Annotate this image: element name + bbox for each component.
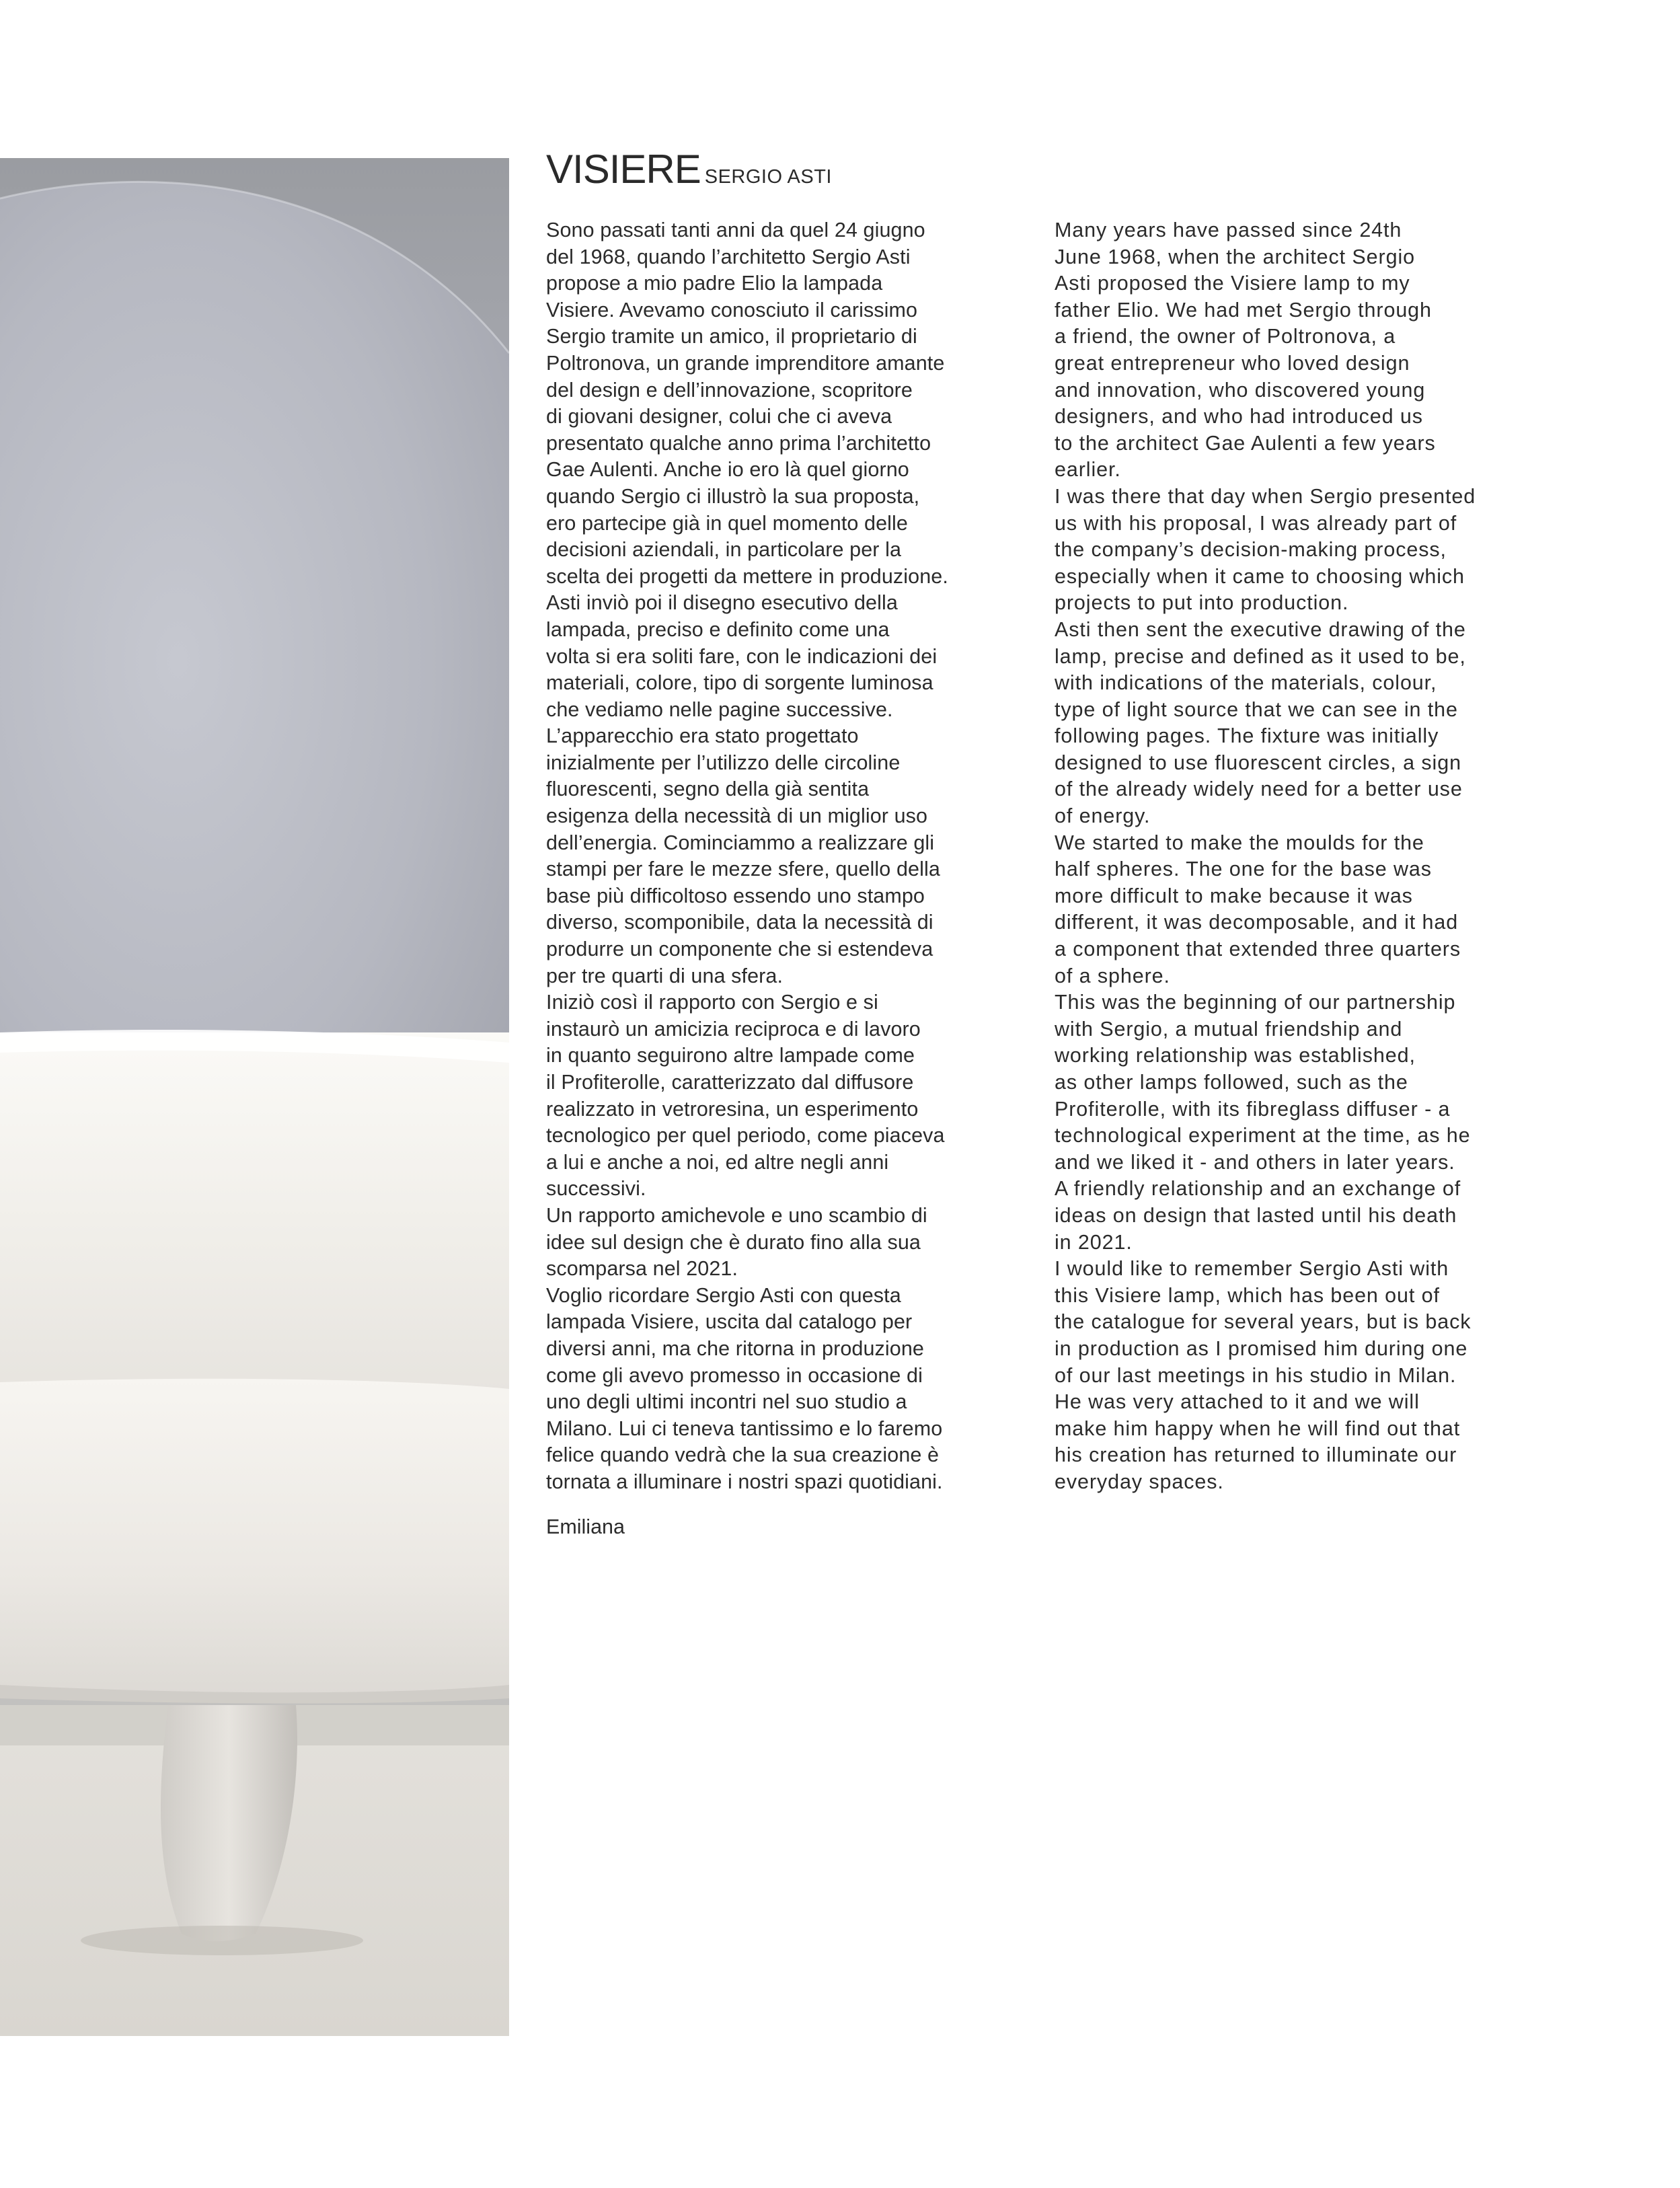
text-line: materiali, colore, tipo di sorgente luminosa <box>546 671 933 695</box>
text-line: make him happy when he will find out that <box>1055 1417 1461 1440</box>
text-line: We started to make the moulds for the <box>1055 831 1424 854</box>
text-line: stampi per fare le mezze sfere, quello della <box>546 858 940 881</box>
text-line: decisioni aziendali, in particolare per la <box>546 538 902 562</box>
text-line: in 2021. <box>1055 1230 1133 1254</box>
text-line: felice quando vedrà che la sua creazione è <box>546 1443 940 1467</box>
text-line: especially when it came to choosing which <box>1055 564 1465 588</box>
text-line: type of light source that we can see in the <box>1055 697 1458 721</box>
text-line: Profiterolle, with its fibreglass diffuser - a <box>1055 1097 1451 1121</box>
text-line: del 1968, quando l’architetto Sergio Asti <box>546 245 911 268</box>
text-line: projects to put into production. <box>1055 591 1349 615</box>
text-line: Sergio tramite un amico, il proprietario di <box>546 325 917 348</box>
text-line: father Elio. We had met Sergio through <box>1055 298 1432 322</box>
designer-name: SERGIO ASTI <box>704 166 832 188</box>
text-line: instaurò un amicizia reciproca e di lavoro <box>546 1017 921 1041</box>
text-line: dell’energia. Cominciammo a realizzare gli <box>546 831 935 854</box>
text-line: presentato qualche anno prima l’architetto <box>546 431 931 455</box>
text-line: quando Sergio ci illustrò la sua proposta, <box>546 484 920 508</box>
text-line: with Sergio, a mutual friendship and <box>1055 1017 1403 1041</box>
text-line: the catalogue for several years, but is back <box>1055 1310 1472 1334</box>
text-line: his creation has returned to illuminate our <box>1055 1443 1457 1467</box>
page-heading <box>546 149 832 190</box>
text-line: Sono passati tanti anni da quel 24 giugno <box>546 219 925 241</box>
text-line: great entrepreneur who loved design <box>1055 351 1410 375</box>
text-line: tornata a illuminare i nostri spazi quotidiani. <box>546 1470 943 1493</box>
text-line: Un rapporto amichevole e uno scambio di <box>546 1203 927 1227</box>
text-line: Iniziò così il rapporto con Sergio e si <box>546 991 878 1014</box>
text-line: everyday spaces. <box>1055 1470 1224 1493</box>
text-line: ideas on design that lasted until his death <box>1055 1203 1457 1227</box>
text-line: of energy. <box>1055 804 1151 828</box>
text-line: inizialmente per l’utilizzo delle circoline <box>546 751 901 774</box>
text-line: designed to use fluorescent circles, a sign <box>1055 751 1461 774</box>
text-line: a component that extended three quarters <box>1055 938 1461 961</box>
text-line: lampada Visiere, uscita dal catalogo per <box>546 1310 913 1334</box>
text-line: of a sphere. <box>1055 964 1170 987</box>
text-line: Poltronova, un grande imprenditore amante <box>546 351 945 375</box>
text-line: as other lamps followed, such as the <box>1055 1071 1408 1094</box>
text-line: Asti inviò poi il disegno esecutivo della <box>546 591 898 615</box>
italian-text-column <box>546 217 1030 1496</box>
text-line: to the architect Gae Aulenti a few years <box>1055 431 1436 455</box>
text-line: and innovation, who discovered young <box>1055 378 1426 402</box>
text-line: lamp, precise and defined as it used to be, <box>1055 644 1466 668</box>
product-title: VISIERE <box>546 147 701 192</box>
text-line: produrre un componente che si estendeva <box>546 938 933 961</box>
text-line: half spheres. The one for the base was <box>1055 858 1432 881</box>
text-line: diversi anni, ma che ritorna in produzione <box>546 1336 924 1360</box>
text-line: Gae Aulenti. Anche io ero là quel giorno <box>546 458 909 482</box>
text-line: idee sul design che è durato fino alla sua <box>546 1230 921 1254</box>
text-line: del design e dell’innovazione, scopritore <box>546 378 913 402</box>
text-line: esigenza della necessità di un miglior uso <box>546 804 928 828</box>
text-line: more difficult to make because it was <box>1055 884 1413 907</box>
lamp-photo-icon <box>0 158 509 2036</box>
text-line: a lui e anche a noi, ed altre negli anni <box>546 1150 889 1174</box>
text-line: come gli avevo promesso in occasione di <box>546 1363 923 1387</box>
text-line: Many years have passed since 24th <box>1055 219 1402 241</box>
text-line: designers, and who had introduced us <box>1055 405 1423 428</box>
text-line: uno degli ultimi incontri nel suo studio a <box>546 1390 907 1414</box>
text-line: with indications of the materials, colour, <box>1055 671 1437 695</box>
text-line: diverso, scomponibile, data la necessità di <box>546 911 933 934</box>
text-line: June 1968, when the architect Sergio <box>1055 245 1415 268</box>
text-line: base più difficoltoso essendo uno stampo <box>546 884 925 907</box>
text-line: di giovani designer, colui che ci aveva <box>546 405 892 428</box>
text-line: Visiere. Avevamo conosciuto il carissimo <box>546 298 918 322</box>
text-line: technological experiment at the time, as he <box>1055 1124 1471 1147</box>
text-line: volta si era soliti fare, con le indicazioni dei <box>546 644 938 668</box>
text-line: Voglio ricordare Sergio Asti con questa <box>546 1283 901 1307</box>
lamp-photo <box>0 158 509 2036</box>
text-line: Asti then sent the executive drawing of the <box>1055 617 1466 641</box>
text-line: in quanto seguirono altre lampade come <box>546 1044 915 1067</box>
text-line: lampada, preciso e definito come una <box>546 617 890 641</box>
text-line: A friendly relationship and an exchange of <box>1055 1177 1461 1201</box>
text-line: il Profiterolle, caratterizzato dal diffusore <box>546 1071 914 1094</box>
text-line: propose a mio padre Elio la lampada <box>546 272 883 295</box>
text-line: scelta dei progetti da mettere in produzione. <box>546 564 948 588</box>
text-line: Milano. Lui ci teneva tantissimo e lo faremo <box>546 1417 943 1440</box>
text-line: I would like to remember Sergio Asti with <box>1055 1257 1449 1281</box>
text-line: I was there that day when Sergio presented <box>1055 484 1476 508</box>
text-line: scomparsa nel 2021. <box>546 1257 738 1281</box>
text-line: earlier. <box>1055 458 1121 482</box>
text-line: che vediamo nelle pagine successive. <box>546 697 893 721</box>
text-line: this Visiere lamp, which has been out of <box>1055 1283 1440 1307</box>
text-line: ero partecipe già in quel momento delle <box>546 511 908 535</box>
text-line: tecnologico per quel periodo, come piaceva <box>546 1124 945 1147</box>
text-line: us with his proposal, I was already part of <box>1055 511 1457 535</box>
text-line: L’apparecchio era stato progettato <box>546 724 859 748</box>
text-line: and we liked it - and others in later years. <box>1055 1150 1455 1174</box>
text-line: in production as I promised him during one <box>1055 1336 1468 1360</box>
text-line: successivi. <box>546 1177 646 1201</box>
text-line: Asti proposed the Visiere lamp to my <box>1055 272 1410 295</box>
text-line: the company’s decision-making process, <box>1055 538 1447 562</box>
text-line: of our last meetings in his studio in Milan. <box>1055 1363 1457 1387</box>
text-line: following pages. The fixture was initially <box>1055 724 1439 748</box>
english-text-column <box>1055 217 1539 1496</box>
text-line: realizzato in vetroresina, un esperimento <box>546 1097 919 1121</box>
text-line: a friend, the owner of Poltronova, a <box>1055 325 1396 348</box>
signature: Emiliana <box>546 1515 625 1538</box>
text-line: per tre quarti di una sfera. <box>546 964 784 987</box>
text-line: working relationship was established, <box>1055 1044 1416 1067</box>
text-line: This was the beginning of our partnership <box>1055 991 1456 1014</box>
text-line: He was very attached to it and we will <box>1055 1390 1420 1414</box>
text-line: of the already widely need for a better use <box>1055 778 1463 801</box>
text-line: fluorescenti, segno della già sentita <box>546 778 870 801</box>
text-line: different, it was decomposable, and it had <box>1055 911 1459 934</box>
